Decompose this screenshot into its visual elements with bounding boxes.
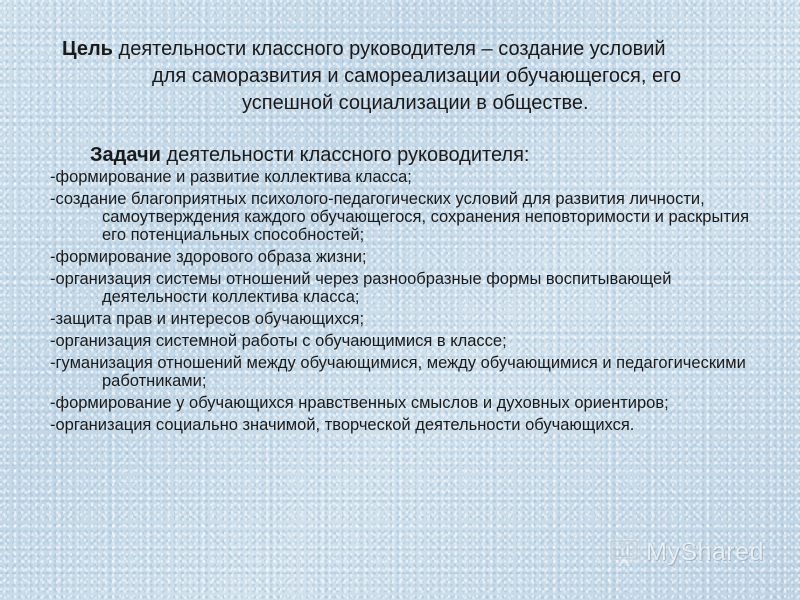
- watermark-text: MyShared: [646, 537, 764, 566]
- goal-label: Цель: [62, 38, 113, 60]
- tasks-label: Задачи: [90, 144, 161, 166]
- list-item: -формирование и развитие коллектива класса;: [50, 168, 412, 186]
- goal-statement: [62, 36, 752, 117]
- tasks-heading-text: деятельности классного руководителя:: [160, 144, 530, 166]
- goal-line-2: для саморазвития и самореализации обучающегося, его: [152, 65, 682, 87]
- list-item: -создание благоприятных психолого-педагогических условий для развития личности, самоутверждения каждого обучающегося, сохранения неповторимости и раскрытия его потенциальных способностей;: [50, 190, 750, 244]
- list-item: -защита прав и интересов обучающихся;: [50, 310, 365, 328]
- list-item: -формирование здорового образа жизни;: [50, 248, 367, 266]
- goal-line-1: [62, 36, 752, 63]
- list-item: -организация системы отношений через разнообразные формы воспитывающей деятельности коллектива класса;: [50, 270, 672, 306]
- tasks-heading: [90, 142, 529, 168]
- goal-line-1-text: деятельности классного руководителя – создание условий: [112, 38, 666, 60]
- list-item: -организация системной работы с обучающимися в классе;: [50, 332, 507, 350]
- presentation-board-icon: [608, 537, 642, 567]
- goal-line-3: успешной социализации в обществе.: [242, 92, 589, 114]
- task-list: [50, 168, 770, 438]
- list-item: -формирование у обучающихся нравственных смыслов и духовных ориентиров;: [50, 394, 669, 412]
- list-item: -организация социально значимой, творческой деятельности обучающихся.: [50, 416, 635, 434]
- watermark: [608, 537, 764, 567]
- list-item: -гуманизация отношений между обучающимися, между обучающимися и педагогическими работниками;: [50, 354, 746, 390]
